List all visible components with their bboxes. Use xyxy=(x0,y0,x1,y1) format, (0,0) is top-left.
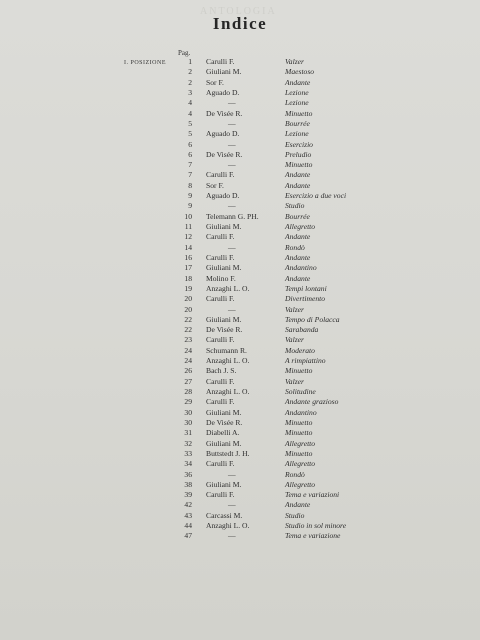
entry-composer: Giuliani M. xyxy=(206,222,242,231)
entry-composer: — xyxy=(228,98,236,108)
entry-composer: Giuliani M. xyxy=(206,407,242,417)
index-entry xyxy=(0,109,480,119)
entry-composer: Schumann R. xyxy=(206,345,247,355)
entry-piece-title: Sarabanda xyxy=(285,325,319,335)
entry-page-number: 29 xyxy=(184,397,192,407)
entry-page-number: 32 xyxy=(184,438,192,448)
index-entry xyxy=(0,335,480,345)
entry-piece-title: Rondò xyxy=(285,242,305,252)
entry-page-number: 19 xyxy=(184,283,192,293)
entry-page-number: 34 xyxy=(184,459,192,469)
entry-piece-title: Solitudine xyxy=(285,387,316,396)
index-entry xyxy=(0,67,480,77)
entry-piece-title: Andante xyxy=(285,170,311,180)
entry-page-number: 24 xyxy=(184,345,192,355)
entry-piece-title: Moderato xyxy=(285,345,315,355)
entry-piece-title: Lezione xyxy=(285,129,309,139)
entry-piece-title: Studio xyxy=(285,201,305,211)
entry-composer: Giuliani M. xyxy=(206,263,242,273)
entry-page-number: 24 xyxy=(184,356,192,366)
entry-composer: Bach J. S. xyxy=(206,366,237,376)
entry-page-number: 5 xyxy=(188,118,192,128)
index-entry xyxy=(0,418,480,428)
entry-page-number: 43 xyxy=(184,510,192,520)
entry-page-number: 22 xyxy=(184,314,192,324)
entry-page-number: 20 xyxy=(184,304,192,314)
entry-composer: Carcassi M. xyxy=(206,510,243,520)
entry-piece-title: Valzer xyxy=(285,376,304,386)
index-entry xyxy=(0,129,480,139)
entry-composer: Anzaghi L. O. xyxy=(206,356,250,366)
entry-composer: Carulli F. xyxy=(206,294,235,304)
entry-page-number: 9 xyxy=(188,191,192,201)
entry-composer: Giuliani M. xyxy=(206,67,242,77)
index-entry xyxy=(0,78,480,88)
entry-page-number: 6 xyxy=(188,149,192,159)
index-entry xyxy=(0,284,480,294)
entry-page-number: 11 xyxy=(184,222,192,231)
index-entry xyxy=(0,490,480,500)
entry-composer: Telemann G. PH. xyxy=(206,211,259,221)
entry-piece-title: Valzer xyxy=(285,335,304,345)
entry-piece-title: Andante xyxy=(285,273,311,283)
entry-composer: Carulli F. xyxy=(206,397,235,407)
index-entry xyxy=(0,181,480,191)
entry-piece-title: Valzer xyxy=(285,304,304,314)
entry-page-number: 3 xyxy=(188,87,192,97)
entry-composer: Carulli F. xyxy=(206,232,235,242)
entry-piece-title: Andantino xyxy=(285,407,317,417)
entry-composer: Anzaghi L. O. xyxy=(206,387,250,396)
entry-piece-title: Lezione xyxy=(285,87,309,97)
entry-page-number: 42 xyxy=(184,500,192,510)
index-entry xyxy=(0,170,480,180)
entry-composer: Giuliani M. xyxy=(206,479,242,489)
entry-page-number: 9 xyxy=(188,201,192,211)
entry-piece-title: Andante xyxy=(285,180,311,190)
entry-piece-title: Andante xyxy=(285,252,311,262)
entry-piece-title: Andante xyxy=(285,500,311,510)
entry-page-number: 44 xyxy=(184,521,192,531)
entry-composer: Carulli F. xyxy=(206,335,235,345)
index-entry xyxy=(0,232,480,242)
entry-page-number: 30 xyxy=(184,417,192,427)
index-entry xyxy=(0,511,480,521)
entry-piece-title: Allegretto xyxy=(285,438,316,448)
entry-piece-title: Minuetto xyxy=(285,366,313,376)
entry-page-number: 22 xyxy=(184,325,192,335)
index-entry xyxy=(0,346,480,356)
index-entry xyxy=(0,459,480,469)
index-entry xyxy=(0,366,480,376)
entry-piece-title: Divertimento xyxy=(285,294,326,304)
entry-page-number: 1 xyxy=(188,57,192,66)
index-entry xyxy=(0,439,480,449)
entry-piece-title: Andante xyxy=(285,232,311,242)
index-entry xyxy=(0,263,480,273)
entry-page-number: 2 xyxy=(188,67,192,77)
entry-page-number: 17 xyxy=(184,263,192,273)
entry-page-number: 7 xyxy=(188,160,192,170)
entry-page-number: 31 xyxy=(184,428,192,438)
entry-page-number: 2 xyxy=(188,77,192,87)
entry-piece-title: Tema e variazioni xyxy=(285,490,340,500)
entry-piece-title: Tempi lontani xyxy=(285,283,327,293)
index-entry xyxy=(0,191,480,201)
entry-composer: Molino F. xyxy=(206,273,236,283)
index-entry xyxy=(0,201,480,211)
entry-composer: — xyxy=(228,118,236,128)
entry-piece-title: Preludio xyxy=(285,149,312,159)
index-entry xyxy=(0,387,480,397)
section-label: I. POSIZIONE xyxy=(124,60,166,66)
index-entry xyxy=(0,470,480,480)
entry-composer: Anzaghi L. O. xyxy=(206,521,250,531)
entry-page-number: 7 xyxy=(188,170,192,180)
entry-piece-title: Tempo di Polacca xyxy=(285,314,340,324)
entry-page-number: 5 xyxy=(188,129,192,139)
entry-piece-title: Andante grazioso xyxy=(285,397,339,407)
entry-page-number: 18 xyxy=(184,273,192,283)
entry-composer: — xyxy=(228,469,236,479)
index-entry xyxy=(0,253,480,263)
index-entry xyxy=(0,521,480,531)
entry-piece-title: A rimpiattino xyxy=(285,356,326,366)
entry-composer: Carulli F. xyxy=(206,376,235,386)
entry-piece-title: Tema e variazione xyxy=(285,531,341,541)
entry-piece-title: Andante xyxy=(285,77,311,87)
entry-page-number: 6 xyxy=(188,139,192,149)
entry-page-number: 4 xyxy=(188,108,192,118)
index-entry xyxy=(0,315,480,325)
entry-piece-title: Andantino xyxy=(285,263,317,273)
entry-page-number: 47 xyxy=(184,531,192,541)
index-entry xyxy=(0,98,480,108)
entry-piece-title: Allegretto xyxy=(285,222,316,231)
entry-composer: De Visée R. xyxy=(206,417,243,427)
entry-composer: Sor F. xyxy=(206,77,224,87)
index-entry xyxy=(0,408,480,418)
entry-composer: Anzaghi L. O. xyxy=(206,283,250,293)
page-title: Indice xyxy=(212,14,268,33)
entry-page-number: 23 xyxy=(184,335,192,345)
entry-composer: Sor F. xyxy=(206,180,224,190)
entry-piece-title: Maestoso xyxy=(285,67,315,77)
entry-composer: Aguado D. xyxy=(206,129,240,139)
entry-composer: Buttstedt J. H. xyxy=(206,448,250,458)
entry-composer: Diabelli A. xyxy=(206,428,240,438)
entry-composer: Aguado D. xyxy=(206,191,240,201)
entry-piece-title: Allegretto xyxy=(285,459,316,469)
index-entry xyxy=(0,428,480,438)
entry-page-number: 27 xyxy=(184,376,192,386)
index-entry xyxy=(0,531,480,541)
index-entry xyxy=(0,88,480,98)
entry-page-number: 10 xyxy=(184,211,192,221)
index-entry xyxy=(0,212,480,222)
entry-piece-title: Bourrée xyxy=(285,118,310,128)
index-entry xyxy=(0,305,480,315)
entry-piece-title: Esercizio a due voci xyxy=(285,191,347,201)
entry-composer: Carulli F. xyxy=(206,57,235,66)
entry-piece-title: Minuetto xyxy=(285,108,313,118)
entry-page-number: 28 xyxy=(184,387,192,396)
index-entry xyxy=(0,274,480,284)
entry-piece-title: Valzer xyxy=(285,57,304,66)
entry-composer: De Visée R. xyxy=(206,325,243,335)
index-entry xyxy=(0,500,480,510)
entry-composer: De Visée R. xyxy=(206,108,243,118)
entry-piece-title: Bourrée xyxy=(285,211,310,221)
entry-page-number: 26 xyxy=(184,366,192,376)
index-entry xyxy=(0,397,480,407)
entry-composer: Aguado D. xyxy=(206,87,240,97)
index-entry xyxy=(0,119,480,129)
entry-page-number: 16 xyxy=(184,252,192,262)
entry-page-number: 4 xyxy=(188,98,192,108)
entry-piece-title: Allegretto xyxy=(285,479,316,489)
entry-composer: Giuliani M. xyxy=(206,314,242,324)
entry-page-number: 38 xyxy=(184,479,192,489)
index-entry xyxy=(0,243,480,253)
entry-page-number: 20 xyxy=(184,294,192,304)
index-entry xyxy=(0,57,480,67)
entry-piece-title: Studio in sol minore xyxy=(285,521,347,531)
entry-composer: — xyxy=(228,242,236,252)
entry-page-number: 8 xyxy=(188,180,192,190)
entry-piece-title: Lezione xyxy=(285,98,309,108)
entry-composer: Carulli F. xyxy=(206,459,235,469)
entry-piece-title: Minuetto xyxy=(285,417,313,427)
entry-piece-title: Esercizio xyxy=(285,139,313,149)
entry-piece-title: Minuetto xyxy=(285,160,313,170)
entry-composer: Giuliani M. xyxy=(206,438,242,448)
index-entry xyxy=(0,294,480,304)
entry-composer: Carulli F. xyxy=(206,170,235,180)
index-entry xyxy=(0,160,480,170)
entry-composer: — xyxy=(228,304,236,314)
index-list xyxy=(0,57,480,542)
entry-piece-title: Minuetto xyxy=(285,448,313,458)
entry-composer: — xyxy=(228,201,236,211)
entry-composer: De Visée R. xyxy=(206,149,243,159)
entry-page-number: 33 xyxy=(184,448,192,458)
entry-page-number: 36 xyxy=(184,469,192,479)
index-entry xyxy=(0,325,480,335)
entry-piece-title: Rondò xyxy=(285,469,305,479)
index-entry xyxy=(0,222,480,232)
index-entry xyxy=(0,356,480,366)
entry-composer: — xyxy=(228,531,236,541)
entry-piece-title: Minuetto xyxy=(285,428,313,438)
entry-composer: — xyxy=(228,160,236,170)
index-entry xyxy=(0,449,480,459)
index-entry xyxy=(0,140,480,150)
entry-page-number: 12 xyxy=(184,232,192,242)
page-column-header: Pag. xyxy=(178,49,191,57)
entry-composer: — xyxy=(228,500,236,510)
entry-page-number: 30 xyxy=(184,407,192,417)
index-entry xyxy=(0,377,480,387)
entry-composer: — xyxy=(228,139,236,149)
bleed-through-text: ANTOLOGIA xyxy=(200,6,277,17)
entry-page-number: 14 xyxy=(184,242,192,252)
entry-composer: Carulli F. xyxy=(206,252,235,262)
index-entry xyxy=(0,150,480,160)
entry-piece-title: Studio xyxy=(285,510,305,520)
entry-page-number: 39 xyxy=(184,490,192,500)
index-entry xyxy=(0,480,480,490)
entry-composer: Carulli F. xyxy=(206,490,235,500)
